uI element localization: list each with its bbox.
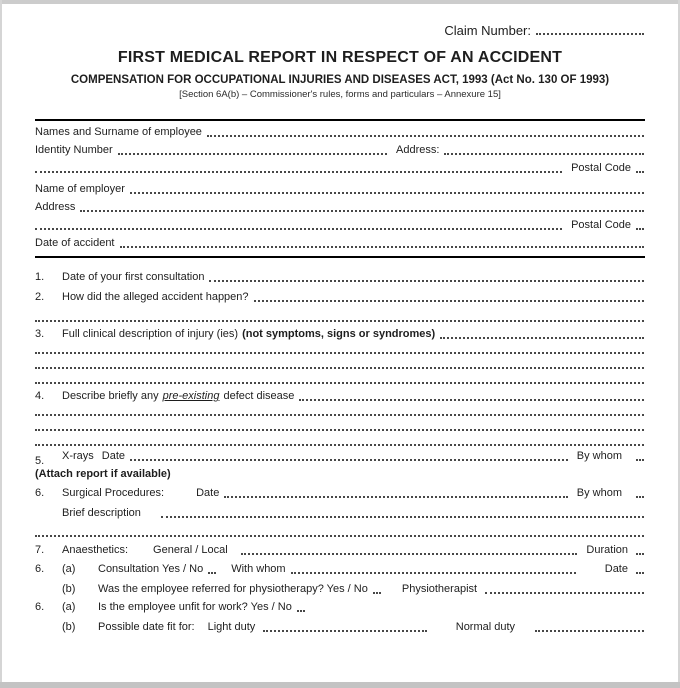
xrays-date-label: Date — [101, 450, 126, 462]
sub-item-letter: (a) — [62, 563, 76, 575]
address-label: Address: — [396, 144, 440, 156]
pre-existing-label-pre: Describe briefly any — [62, 390, 159, 402]
physiotherapy-referred-label: Was the employee referred for physiotherapy? Yes / No — [98, 583, 368, 595]
pre-existing-continued-field[interactable] — [35, 414, 644, 416]
section-reference: [Section 6A(b) – Commissioner's rules, forms and particulars – Annexure 15] — [179, 89, 501, 100]
sub-item-letter: (a) — [62, 601, 76, 613]
attach-report-row — [35, 463, 645, 481]
form-subtitle: COMPENSATION FOR OCCUPATIONAL INJURIES AND DISEASES ACT, 1993 (Act No. 130 OF 1993) — [70, 74, 610, 86]
continuation-row — [35, 520, 645, 539]
question-3-row — [35, 324, 645, 341]
question-1-row — [35, 264, 645, 284]
with-whom-label: With whom — [231, 563, 286, 575]
clinical-description-continued-field[interactable] — [35, 352, 644, 354]
form-title: FIRST MEDICAL REPORT IN RESPECT OF AN ACCIDENT — [117, 49, 563, 66]
question-4-row — [35, 386, 645, 403]
anaesthetic-type-label: General / Local — [153, 544, 228, 556]
employer-address-continued-field[interactable] — [35, 228, 562, 230]
question-6-row — [35, 481, 645, 500]
first-consultation-label: Date of your first consultation — [62, 271, 205, 283]
employee-names-label: Names and Surname of employee — [35, 126, 202, 138]
claim-number-row — [35, 22, 645, 38]
item-number: 5. — [35, 455, 45, 467]
employer-postal-row — [35, 214, 645, 232]
question-9a-row — [35, 596, 645, 614]
sub-item-letter: (b) — [62, 621, 76, 633]
item-number: 1. — [35, 271, 45, 283]
continuation-row — [35, 433, 645, 448]
xrays-bywhom-field[interactable] — [636, 459, 644, 461]
identity-number-field[interactable] — [118, 153, 387, 155]
question-2-row — [35, 284, 645, 304]
clinical-description-label: Full clinical description of injury (ies) — [62, 328, 239, 340]
pre-existing-continued-field[interactable] — [35, 444, 644, 446]
accident-happen-continued-field[interactable] — [35, 320, 644, 322]
xrays-bywhom-label: By whom — [576, 450, 622, 462]
employer-address-row — [35, 196, 645, 214]
accident-happen-field[interactable] — [254, 300, 644, 302]
identity-address-row — [35, 139, 645, 157]
with-whom-field[interactable] — [291, 572, 576, 574]
employer-postal-label: Postal Code — [571, 219, 631, 231]
item-number: 6. — [35, 563, 45, 575]
item-number: 7. — [35, 544, 45, 556]
consultation-date-field[interactable] — [636, 572, 644, 574]
accident-date-label: Date of accident — [35, 237, 115, 249]
employer-name-row — [35, 178, 645, 196]
continuation-row — [35, 341, 645, 356]
surgical-date-label: Date — [196, 487, 220, 499]
accident-happen-label: How did the alleged accident happen? — [62, 291, 249, 303]
question-7-row — [35, 539, 645, 557]
page-border-left — [0, 0, 2, 688]
continuation-row — [35, 304, 645, 324]
brief-description-field[interactable] — [161, 516, 644, 518]
item-number: 2. — [35, 291, 45, 303]
employee-names-field[interactable] — [207, 135, 644, 137]
address-continued-field[interactable] — [35, 171, 562, 173]
page-border-top — [0, 0, 680, 4]
address-field[interactable] — [444, 153, 644, 155]
brief-description-row — [35, 500, 645, 520]
clinical-description-continued-field[interactable] — [35, 367, 644, 369]
accident-date-field[interactable] — [120, 246, 645, 248]
consultation-date-label: Date — [604, 563, 628, 575]
xrays-date-field[interactable] — [130, 459, 568, 461]
page-border-bottom — [0, 682, 680, 688]
item-number: 6. — [35, 601, 45, 613]
accident-date-row — [35, 232, 645, 250]
question-9b-row — [35, 614, 645, 634]
employer-name-label: Name of employer — [35, 183, 125, 195]
duration-field[interactable] — [636, 553, 644, 555]
postal-code-field[interactable] — [636, 171, 644, 173]
continuation-row — [35, 356, 645, 371]
duration-label: Duration — [586, 544, 628, 556]
sub-item-letter: (b) — [62, 583, 76, 595]
identity-number-label: Identity Number — [35, 144, 113, 156]
employer-address-label: Address — [35, 201, 76, 213]
unfit-yesno-field[interactable] — [297, 610, 305, 612]
postal-code-row — [35, 157, 645, 175]
employer-address-field[interactable] — [80, 210, 644, 212]
physiotherapist-label: Physiotherapist — [401, 583, 478, 595]
claim-number-label: Claim Number: — [444, 23, 531, 38]
item-number: 4. — [35, 390, 45, 402]
employer-name-field[interactable] — [130, 192, 644, 194]
claim-number-field[interactable] — [536, 33, 644, 35]
consultation-yesno-field[interactable] — [208, 572, 216, 574]
clinical-description-field[interactable] — [440, 337, 644, 339]
anaesthetics-label: Anaesthetics: — [62, 544, 129, 556]
question-5-row — [35, 448, 645, 467]
first-consultation-field[interactable] — [209, 280, 644, 282]
continuation-row — [35, 371, 645, 386]
item-number: 3. — [35, 328, 45, 340]
xrays-label: X-rays — [62, 450, 94, 462]
employee-names-row — [35, 121, 645, 139]
attach-report-note: (Attach report if available) — [35, 468, 171, 480]
normal-duty-label: Normal duty — [455, 621, 516, 633]
surgical-procedures-label: Surgical Procedures: — [62, 487, 165, 499]
pre-existing-emphasis: pre-existing — [162, 390, 220, 402]
question-8b-row — [35, 576, 645, 596]
pre-existing-continued-field[interactable] — [35, 429, 644, 431]
physiotherapy-yesno-field[interactable] — [373, 592, 381, 594]
section-divider-mid — [35, 256, 645, 258]
brief-description-continued-field[interactable] — [35, 535, 644, 537]
physiotherapist-field[interactable] — [485, 592, 644, 594]
pre-existing-label-post: defect disease — [223, 390, 295, 402]
question-8a-row — [35, 557, 645, 576]
continuation-row — [35, 403, 645, 418]
consultation-label: Consultation Yes / No — [98, 563, 204, 575]
clinical-description-continued-field[interactable] — [35, 382, 644, 384]
possible-date-label: Possible date fit for: — [98, 621, 195, 633]
light-duty-field[interactable] — [263, 630, 426, 632]
surgical-date-field[interactable] — [224, 496, 567, 498]
unfit-for-work-label: Is the employee unfit for work? Yes / No — [98, 601, 292, 613]
pre-existing-field[interactable] — [299, 399, 644, 401]
clinical-description-note: (not symptoms, signs or syndromes) — [242, 328, 436, 340]
normal-duty-field[interactable] — [535, 630, 644, 632]
employer-postal-field[interactable] — [636, 228, 644, 230]
postal-code-label: Postal Code — [571, 162, 631, 174]
continuation-row — [35, 418, 645, 433]
surgical-bywhom-field[interactable] — [636, 496, 644, 498]
surgical-bywhom-label: By whom — [576, 487, 622, 499]
item-number: 6. — [35, 487, 45, 499]
brief-description-label: Brief description — [62, 507, 141, 519]
anaesthetic-type-field[interactable] — [241, 553, 578, 555]
light-duty-label: Light duty — [207, 621, 256, 633]
